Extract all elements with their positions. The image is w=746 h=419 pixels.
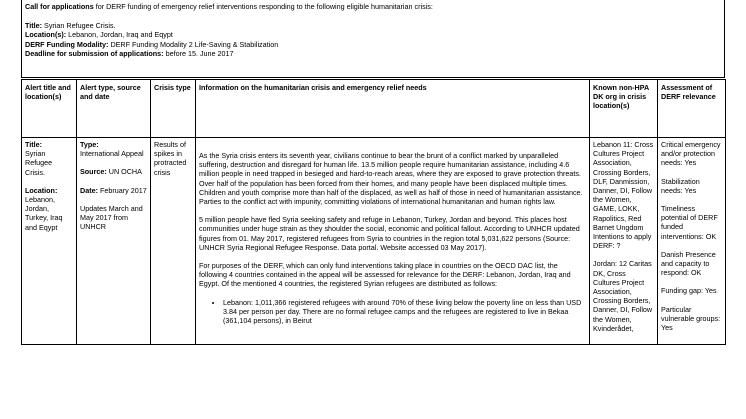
call-location: Location(s): Lebanon, Jordan, Iraq and Eqypt: [25, 30, 173, 40]
header-alert-type: Alert type, source and date: [77, 80, 151, 138]
cell-crisis-type: Results of spikes in protracted crisis: [151, 138, 196, 345]
cell-information: [196, 138, 590, 345]
table-row: [22, 138, 726, 345]
cell-known-orgs: Lebanon 11: Cross Cultures Project Association, Crossing Borders, DLF, Danmission, Danner, DI, Follow the Women, GAME, LOKK, Rapolitics, Red Barnet Ungdom Intentions to apply DERF: ? Jordan: 12 Caritas DK, Cross Cultures Project Association, Crossing Borders, Danner, DI, Follow the Women, Kvinderådet,: [590, 138, 658, 345]
header-alert-title: Alert title and location(s): [22, 80, 77, 138]
call-deadline: Deadline for submission of applications: before 15. June 2017: [25, 48, 234, 58]
header-assessment: Assessment of DERF relevance: [658, 80, 726, 138]
info-bullet-list: [199, 298, 586, 326]
header-information: Information on the humanitarian crisis and emergency relief needs: [196, 80, 590, 138]
header-known-orgs: Known non-HPA DK org in crisis location(s): [590, 80, 658, 138]
info-paragraph-2: 5 million people have fled Syria seeking safety and refuge in Lebanon, Turkey, Jordan and beyond. This places host communities under huge strain as they shoulder the social, economic and political fallout. According to UNHCR updated figures from 01. May 2017, registered refugees from Syria to countries in the region total 5,031,622 persons (Source: UNHCR Syria Regional Refugee Response. Data portal. Website accessed 03 May 2017).: [199, 215, 580, 252]
crisis-table: [21, 79, 726, 345]
table-header-row: [22, 80, 726, 138]
cell-alert-type: Type: International Appeal Source: UN OCHA Date: February 2017 Updates March and May 2017 from UNHCR: [77, 138, 151, 345]
header-crisis-type: Crisis type: [151, 80, 196, 138]
list-item: • Lebanon: 1,011,366 registered refugees with around 70% of these living below the poverty line on less than USD 3.84 per person per day. There are no formal refugee camps and the refugees are registered to live in Bekaa (361,104 persons), in Beirut: [223, 298, 586, 326]
cell-alert-title: Title: Syrian Refugee Crisis. Location: Lebanon, Jordan, Turkey, Iraq and Eqypt: [22, 138, 77, 345]
call-for-applications-box: [21, 0, 725, 78]
call-title: Title: Syrian Refugee Crisis.: [25, 21, 116, 31]
info-paragraph-1: As the Syria crisis enters its seventh year, civilians continue to bear the brunt of a conflict marked by unparalleled suffering, destruction and disregard for human life. 13.5 million people require humanitarian assistance, including 4.6 million people in need trapped in besieged and hard-to-reach areas, where they are exposed to grave protection threats. Over half of the population has been forced from their homes, and many people have been displaced multiple times. Children and youth comprise more than half of the displaced, as well as half of those in need of humanitarian assistance. Parties to the conflict act with impunity, committing violations of international humanitarian and human rights law.: [199, 151, 583, 207]
call-funding-modality: DERF Funding Modality: DERF Funding Modality 2 Life-Saving & Stabilization: [25, 39, 279, 49]
call-heading: Call for applications for DERF funding of emergency relief interventions responding to the following eligible humanitarian crisis:: [25, 2, 433, 11]
info-paragraph-3: For purposes of the DERF, which can only fund interventions taking place in countries on the OECD DAC list, the following 4 countries contained in the appeal will be assessed for relevance for the DERF: Lebanon, Jordan, Iraq and Egypt. Of the mentioned 4 countries, the registered Syrian refugees are distributed as follows:: [199, 261, 571, 289]
cell-assessment: Critical emergency and/or protection needs: Yes Stabilization needs: Yes Timeliness potential of DERF funded interventions: OK Danish Presence and capacity to respond: OK Funding gap: Yes Particular vulnerable groups: Yes: [658, 138, 726, 345]
